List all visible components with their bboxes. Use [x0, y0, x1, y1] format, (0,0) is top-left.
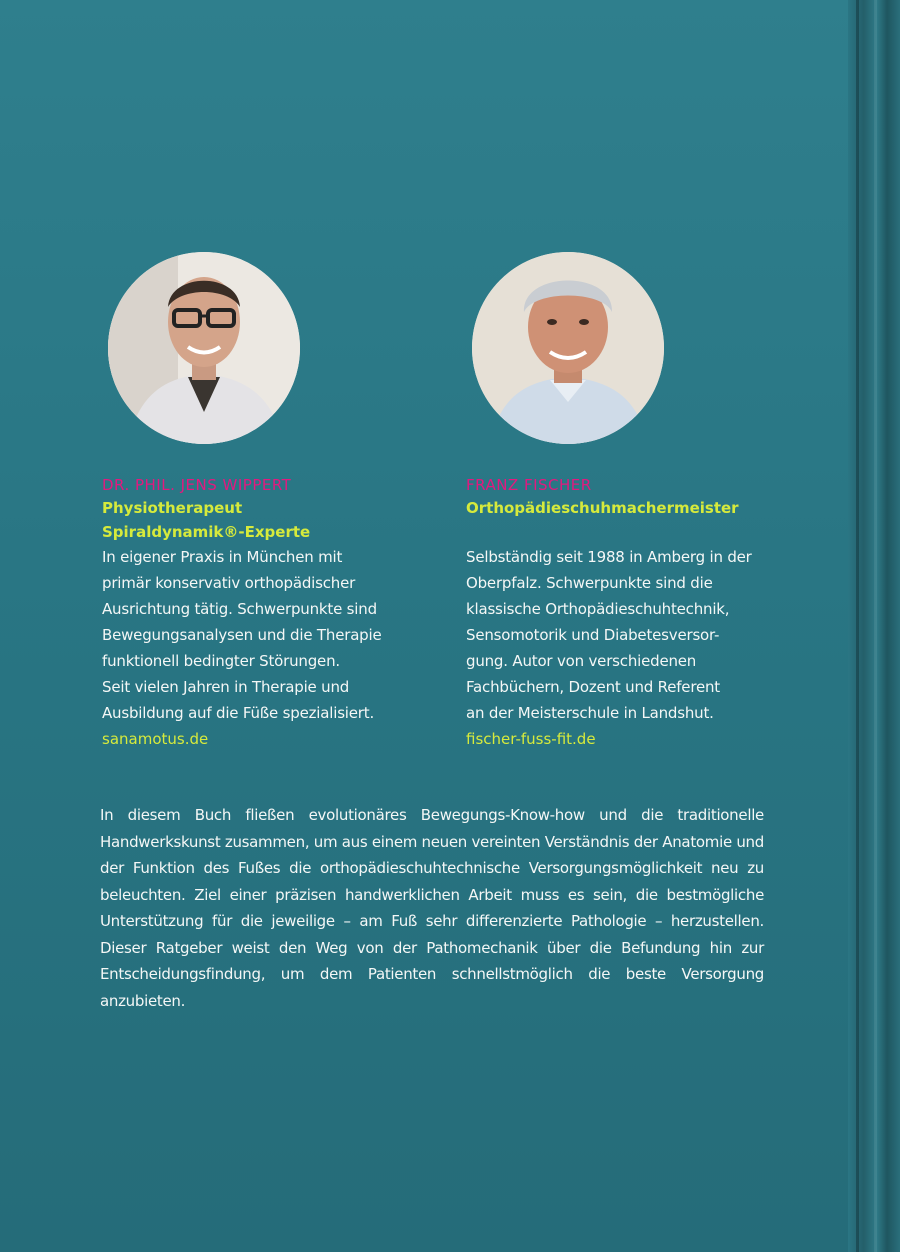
- author-bio-left: [102, 474, 432, 752]
- author-photo-fischer: [472, 252, 664, 444]
- author-name: DR. PHIL. JENS WIPPERT: [102, 476, 292, 494]
- author-bio-right: [466, 474, 796, 752]
- author-website: fischer-fuss-fit.de: [466, 730, 596, 748]
- spine-highlight: [874, 0, 877, 1252]
- author-role: Physiotherapeut: [102, 499, 243, 517]
- spine-groove: [856, 0, 859, 1252]
- author-bio-text: In eigener Praxis in München mit primär konservativ orthopädischer Ausrichtung tätig. Schwerpunkte sind Bewegungsanalysen und die Therapie funktionell bedingter Störungen. Seit vielen Jahren in Therapie und Ausbildung auf die Füße spezialisiert.: [102, 548, 382, 722]
- author-role: Spiraldynamik®-Experte: [102, 523, 311, 541]
- author-photo-wippert: [108, 252, 300, 444]
- author-website: sanamotus.de: [102, 730, 209, 748]
- book-blurb: In diesem Buch fließen evolutionäres Bewegungs-Know-how und die traditionelle Handwerkskunst zusammen, um aus einem neuen vereinten Verständnis der Anatomie und der Funktion des Fußes die orthopädieschuhtechnische Versorgungsmöglichkeit neu zu beleuchten. Ziel einer präzisen handwerklichen Arbeit muss es sein, die bestmögliche Unterstützung für die jeweilige – am Fuß sehr differenzierte Pathologie – herzustellen. Dieser Ratgeber weist den Weg von der Pathomechanik über die Befundung hin zur Entscheidungsfindung, um dem Patienten schnellstmöglich die beste Versorgung anzubieten.: [100, 806, 764, 1010]
- author-name: FRANZ FISCHER: [466, 476, 592, 494]
- author-role: Orthopädieschuhmachermeister: [466, 499, 739, 517]
- book-spine: [848, 0, 900, 1252]
- author-bio-text: Selbständig seit 1988 in Amberg in der Oberpfalz. Schwerpunkte sind die klassische Orthopädieschuhtechnik, Sensomotorik und Diabetesversor- gung. Autor von verschiedenen Fachbüchern, Dozent und Referent an der Meisterschule in Landshut.: [466, 548, 752, 722]
